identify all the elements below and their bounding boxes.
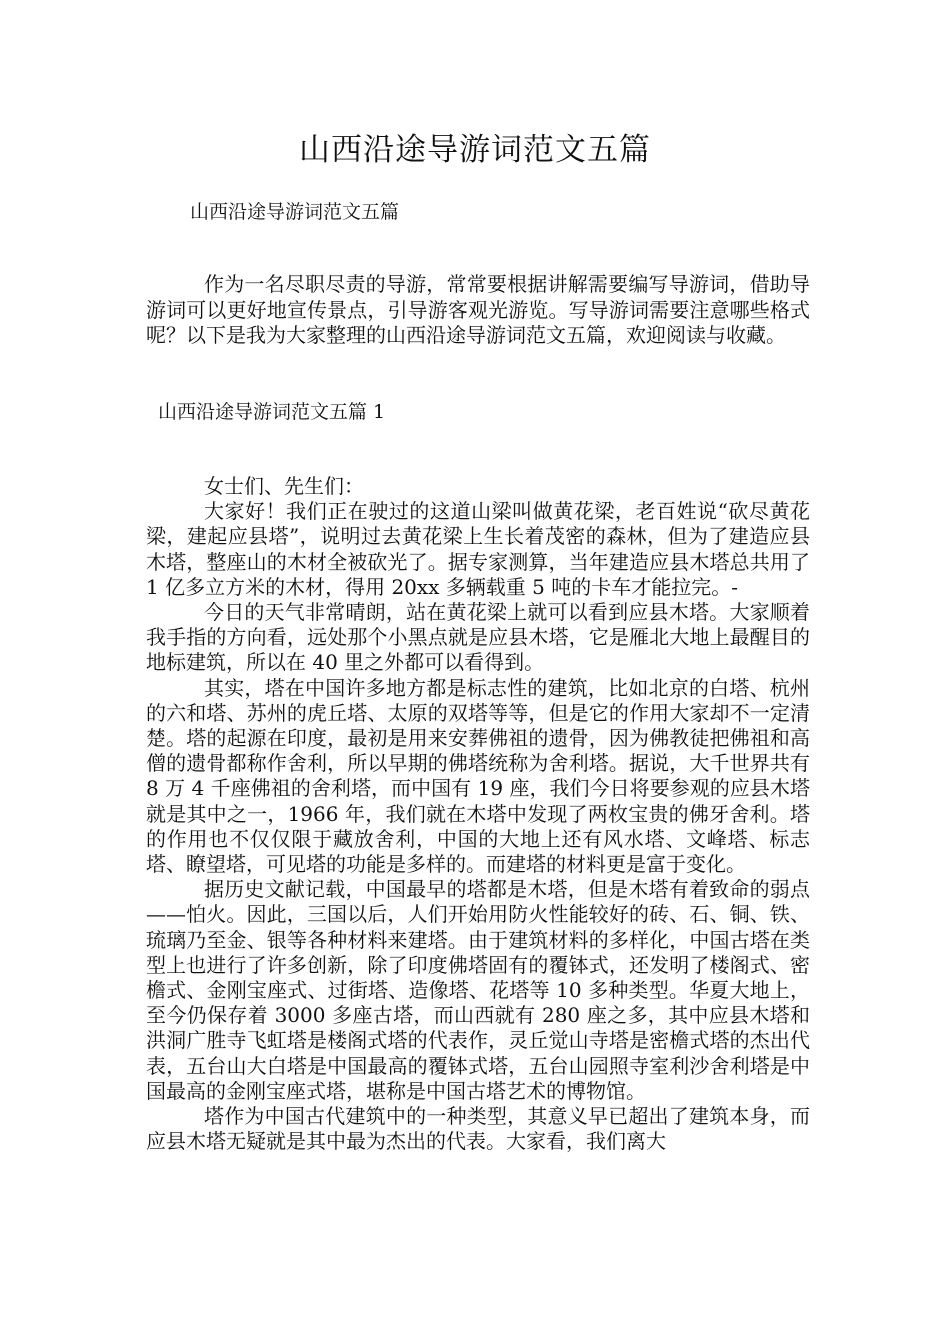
paragraph: 据历史文献记载，中国最早的塔都是木塔，但是木塔有着致命的弱点——怕火。因此，三国以后，人们开始用防火性能较好的砖、石、铜、铁、琉璃乃至金、银等各种材料来建塔。由于建筑材料的多样化，中国古塔在类型上也进行了许多创新，除了印度佛塔固有的覆钵式，还发明了楼阁式、密檐式、金刚宝座式、过街塔、造像塔、花塔等 10 多种类型。华夏大地上，至今仍保存着 3000 多座古塔，而山西就有 280 座之多，其中应县木塔和洪洞广胜寺飞虹塔是楼阁式塔的代表作，灵丘觉山寺塔是密檐式塔的杰出代表，五台山大白塔是中国最高的覆钵式塔，五台山园照寺室利沙舍利塔是中国最高的金刚宝座式塔，堪称是中国古塔艺术的博物馆。	[146, 877, 810, 1103]
paragraph: 今日的天气非常晴朗，站在黄花梁上就可以看到应县木塔。大家顺着我手指的方向看，远处那个小黑点就是应县木塔，它是雁北大地上最醒目的地标建筑，所以在 40 里之外都可以看得到。	[146, 600, 810, 675]
paragraph-greeting: 女士们、先生们：	[204, 474, 364, 498]
paragraph: 大家好！我们正在驶过的这道山梁叫做黄花梁，老百姓说“砍尽黄花梁，建起应县塔”，说明过去黄花梁上生长着茂密的森林，但为了建造应县木塔，整座山的木材全被砍光了。据专家测算，当年建造应县木塔总共用了 1 亿多立方米的木材，得用 20xx 多辆载重 5 吨的卡车才能拉完。-	[146, 499, 810, 599]
document-subtitle: 山西沿途导游词范文五篇	[190, 201, 400, 223]
paragraph: 其实，塔在中国许多地方都是标志性的建筑，比如北京的白塔、杭州的六和塔、苏州的虎丘塔、太原的双塔等等，但是它的作用大家却不一定清楚。塔的起源在印度，最初是用来安葬佛祖的遗骨，因为佛教徒把佛祖和高僧的遗骨都称作舍利，所以早期的佛塔统称为舍利塔。据说，大千世界共有 8 万 4 千座佛祖的舍利塔，而中国有 19 座，我们今日将要参观的应县木塔就是其中之一，1966 年，我们就在木塔中发现了两枚宝贵的佛牙舍利。塔的作用也不仅仅限于藏放舍利，中国的大地上还有风水塔、文峰塔、标志塔、瞭望塔，可见塔的功能是多样的。而建塔的材料更是富于变化。	[146, 675, 810, 877]
paragraph: 塔作为中国古代建筑中的一种类型，其意义早已超出了建筑本身，而应县木塔无疑就是其中最为杰出的代表。大家看，我们离大	[146, 1104, 810, 1154]
section-heading: 山西沿途导游词范文五篇 1	[158, 401, 386, 423]
body-text	[146, 474, 810, 1154]
intro-paragraph: 作为一名尽职尽责的导游，常常要根据讲解需要编写导游词，借助导游词可以更好地宣传景点，引导游客观光游览。写导游词需要注意哪些格式呢？以下是我为大家整理的山西沿途导游词范文五篇，欢迎阅读与收藏。	[146, 272, 810, 347]
document-title: 山西沿途导游词范文五篇	[299, 132, 651, 168]
